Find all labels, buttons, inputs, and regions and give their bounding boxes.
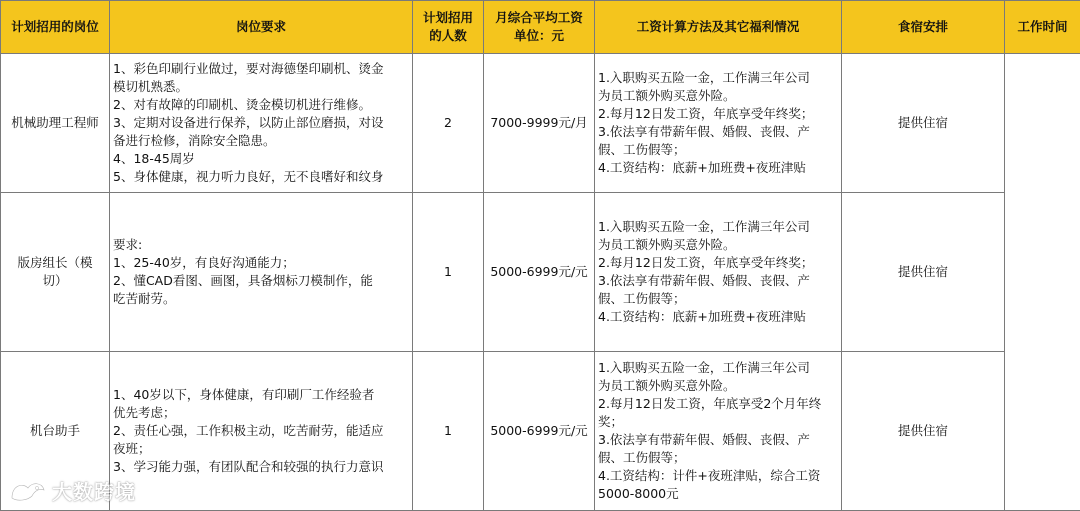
req-line: 夜班； [113, 440, 409, 458]
req-line: 3、定期对设备进行保养，以防止部位磨损，对设 [113, 114, 409, 132]
header-headcount-line1: 计划招用 [416, 9, 480, 27]
req-line: 优先考虑； [113, 404, 409, 422]
position-line1: 版房组长（模 [4, 254, 106, 272]
benefit-line: 4.工资结构：底薪+加班费+夜班津贴 [598, 159, 838, 177]
cell-position [1, 193, 110, 352]
benefit-line: 1.入职购买五险一金，工作满三年公司 [598, 359, 838, 377]
benefit-line: 3.依法享有带薪年假、婚假、丧假、产 [598, 123, 838, 141]
benefit-line: 为员工额外购买意外险。 [598, 87, 838, 105]
watermark [8, 476, 136, 505]
bird-logo-icon [8, 478, 48, 504]
watermark-text: 大数跨境 [52, 476, 136, 505]
header-row [1, 1, 1080, 54]
benefit-line: 假、工伤假等； [598, 290, 838, 308]
req-line: 1、40岁以下，身体健康，有印刷厂工作经验者 [113, 386, 409, 404]
benefit-line: 奖； [598, 413, 838, 431]
cell-salary: 7000-9999元/月 [484, 54, 595, 193]
header-salary [484, 1, 595, 54]
benefit-line: 5000-8000元 [598, 485, 838, 503]
req-line: 4、18-45周岁 [113, 150, 409, 168]
table-row [1, 352, 1080, 511]
cell-headcount: 2 [413, 54, 484, 193]
req-line: 模切机熟悉。 [113, 78, 409, 96]
cell-housing: 提供住宿 [842, 193, 1005, 352]
benefit-line: 2.每月12日发工资，年底享受年终奖； [598, 254, 838, 272]
cell-headcount: 1 [413, 193, 484, 352]
req-line: 2、责任心强，工作积极主动，吃苦耐劳，能适应 [113, 422, 409, 440]
benefit-line: 4.工资结构：底薪+加班费+夜班津贴 [598, 308, 838, 326]
cell-requirements [110, 352, 413, 511]
header-position: 计划招用的岗位 [1, 1, 110, 54]
cell-position: 机械助理工程师 [1, 54, 110, 193]
cell-position: 机台助手 [1, 352, 110, 511]
req-line: 备进行检修，消除安全隐患。 [113, 132, 409, 150]
benefit-line: 3.依法享有带薪年假、婚假、丧假、产 [598, 272, 838, 290]
req-line: 吃苦耐劳。 [113, 290, 409, 308]
benefit-line: 2.每月12日发工资，年底享受年终奖； [598, 105, 838, 123]
position-line2: 切） [4, 272, 106, 290]
header-salary-line2: 单位：元 [487, 27, 591, 45]
header-requirements: 岗位要求 [110, 1, 413, 54]
cell-salary: 5000-6999元/元 [484, 193, 595, 352]
cell-housing: 提供住宿 [842, 352, 1005, 511]
benefit-line: 2.每月12日发工资，年底享受2个月年终 [598, 395, 838, 413]
req-line: 要求: [113, 236, 409, 254]
benefit-line: 4.工资结构：计件+夜班津贴，综合工资 [598, 467, 838, 485]
cell-housing: 提供住宿 [842, 54, 1005, 193]
benefit-line: 假、工伤假等； [598, 141, 838, 159]
req-line: 3、学习能力强，有团队配合和较强的执行力意识 [113, 458, 409, 476]
req-line: 5、身体健康，视力听力良好，无不良嗜好和纹身 [113, 168, 409, 186]
header-benefits: 工资计算方法及其它福利情况 [595, 1, 842, 54]
header-headcount-line2: 的人数 [416, 27, 480, 45]
benefit-line: 3.依法享有带薪年假、婚假、丧假、产 [598, 431, 838, 449]
req-line: 1、25-40岁，有良好沟通能力； [113, 254, 409, 272]
cell-salary: 5000-6999元/元 [484, 352, 595, 511]
req-line: 2、懂CAD看图、画图，具备烟标刀模制作，能 [113, 272, 409, 290]
cell-benefits [595, 352, 842, 511]
table-row [1, 54, 1080, 193]
benefit-line: 1.入职购买五险一金，工作满三年公司 [598, 218, 838, 236]
cell-benefits [595, 54, 842, 193]
header-hours: 工作时间 [1005, 1, 1080, 54]
cell-hours [1005, 54, 1080, 511]
benefit-line: 假、工伤假等； [598, 449, 838, 467]
cell-requirements [110, 193, 413, 352]
cell-requirements [110, 54, 413, 193]
header-salary-line1: 月综合平均工资 [487, 9, 591, 27]
header-headcount [413, 1, 484, 54]
benefit-line: 为员工额外购买意外险。 [598, 236, 838, 254]
cell-headcount: 1 [413, 352, 484, 511]
benefit-line: 1.入职购买五险一金，工作满三年公司 [598, 69, 838, 87]
cell-benefits [595, 193, 842, 352]
table-row [1, 193, 1080, 352]
header-housing: 食宿安排 [842, 1, 1005, 54]
benefit-line: 为员工额外购买意外险。 [598, 377, 838, 395]
req-line: 2、对有故障的印刷机、烫金模切机进行维修。 [113, 96, 409, 114]
req-line: 1、彩色印刷行业做过，要对海德堡印刷机、烫金 [113, 60, 409, 78]
